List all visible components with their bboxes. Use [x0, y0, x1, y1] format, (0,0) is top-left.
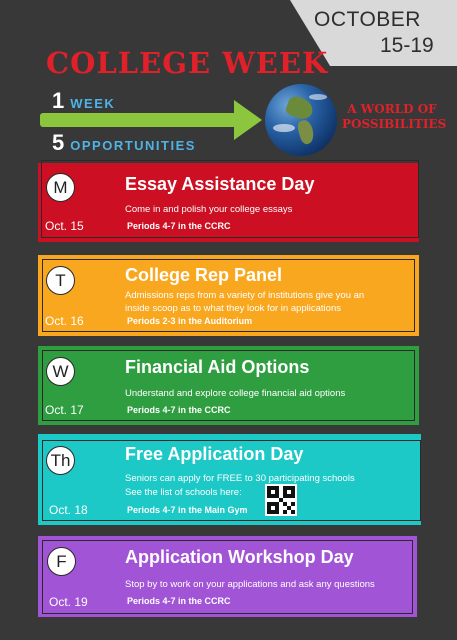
week-line [52, 88, 115, 114]
page-title: COLLEGE WEEK [46, 46, 329, 80]
event-card-tuesday [38, 255, 419, 336]
day-letter-circle: F [47, 547, 76, 576]
date-month: OCTOBER [314, 8, 421, 31]
qr-code-icon[interactable] [265, 484, 297, 516]
day-letter-circle: Th [46, 446, 75, 475]
event-date: Oct. 18 [49, 503, 88, 517]
day-letter-circle: T [46, 266, 75, 295]
week-label: WEEK [70, 96, 116, 111]
globe-icon [265, 84, 337, 156]
date-days: 15-19 [380, 34, 434, 57]
event-card-monday [38, 163, 419, 242]
week-number: 1 [52, 88, 65, 113]
event-date: Oct. 16 [45, 314, 84, 328]
opportunities-number: 5 [52, 130, 65, 155]
event-location: Periods 4-7 in the CCRC [127, 221, 231, 231]
arrow-icon [40, 113, 245, 127]
arrow-head-icon [234, 100, 262, 140]
event-description: Stop by to work on your applications and ask any questions [125, 579, 375, 590]
event-description: Come in and polish your college essays [125, 204, 293, 215]
event-date: Oct. 15 [45, 219, 84, 233]
event-location: Periods 2-3 in the Auditorium [127, 316, 253, 326]
event-description: Understand and explore college financial aid options [125, 388, 346, 399]
event-title: Essay Assistance Day [125, 174, 315, 194]
event-location: Periods 4-7 in the CCRC [127, 596, 231, 606]
event-location: Periods 4-7 in the Main Gym [127, 505, 248, 515]
day-letter-circle: W [46, 357, 75, 386]
opportunities-label: OPPORTUNITIES [70, 138, 196, 153]
event-title: Financial Aid Options [125, 357, 310, 377]
event-title: Free Application Day [125, 444, 304, 464]
event-description: Admissions reps from a variety of institutions give you an inside scoop as to what they look for in applications [125, 290, 365, 314]
event-card-thursday [38, 434, 421, 525]
event-card-friday [38, 536, 417, 617]
opportunities-line [52, 130, 196, 156]
event-date: Oct. 19 [49, 595, 88, 609]
event-date: Oct. 17 [45, 403, 84, 417]
event-title: Application Workshop Day [125, 547, 354, 567]
day-letter-circle: M [46, 173, 75, 202]
tagline: A WORLD OF POSSIBILITIES [342, 102, 447, 131]
event-description: Seniors can apply for FREE to 30 participating schools [125, 473, 355, 484]
event-description-link-note: See the list of schools here: [125, 487, 242, 498]
event-title: College Rep Panel [125, 265, 283, 285]
event-location: Periods 4-7 in the CCRC [127, 405, 231, 415]
event-card-wednesday [38, 346, 419, 425]
